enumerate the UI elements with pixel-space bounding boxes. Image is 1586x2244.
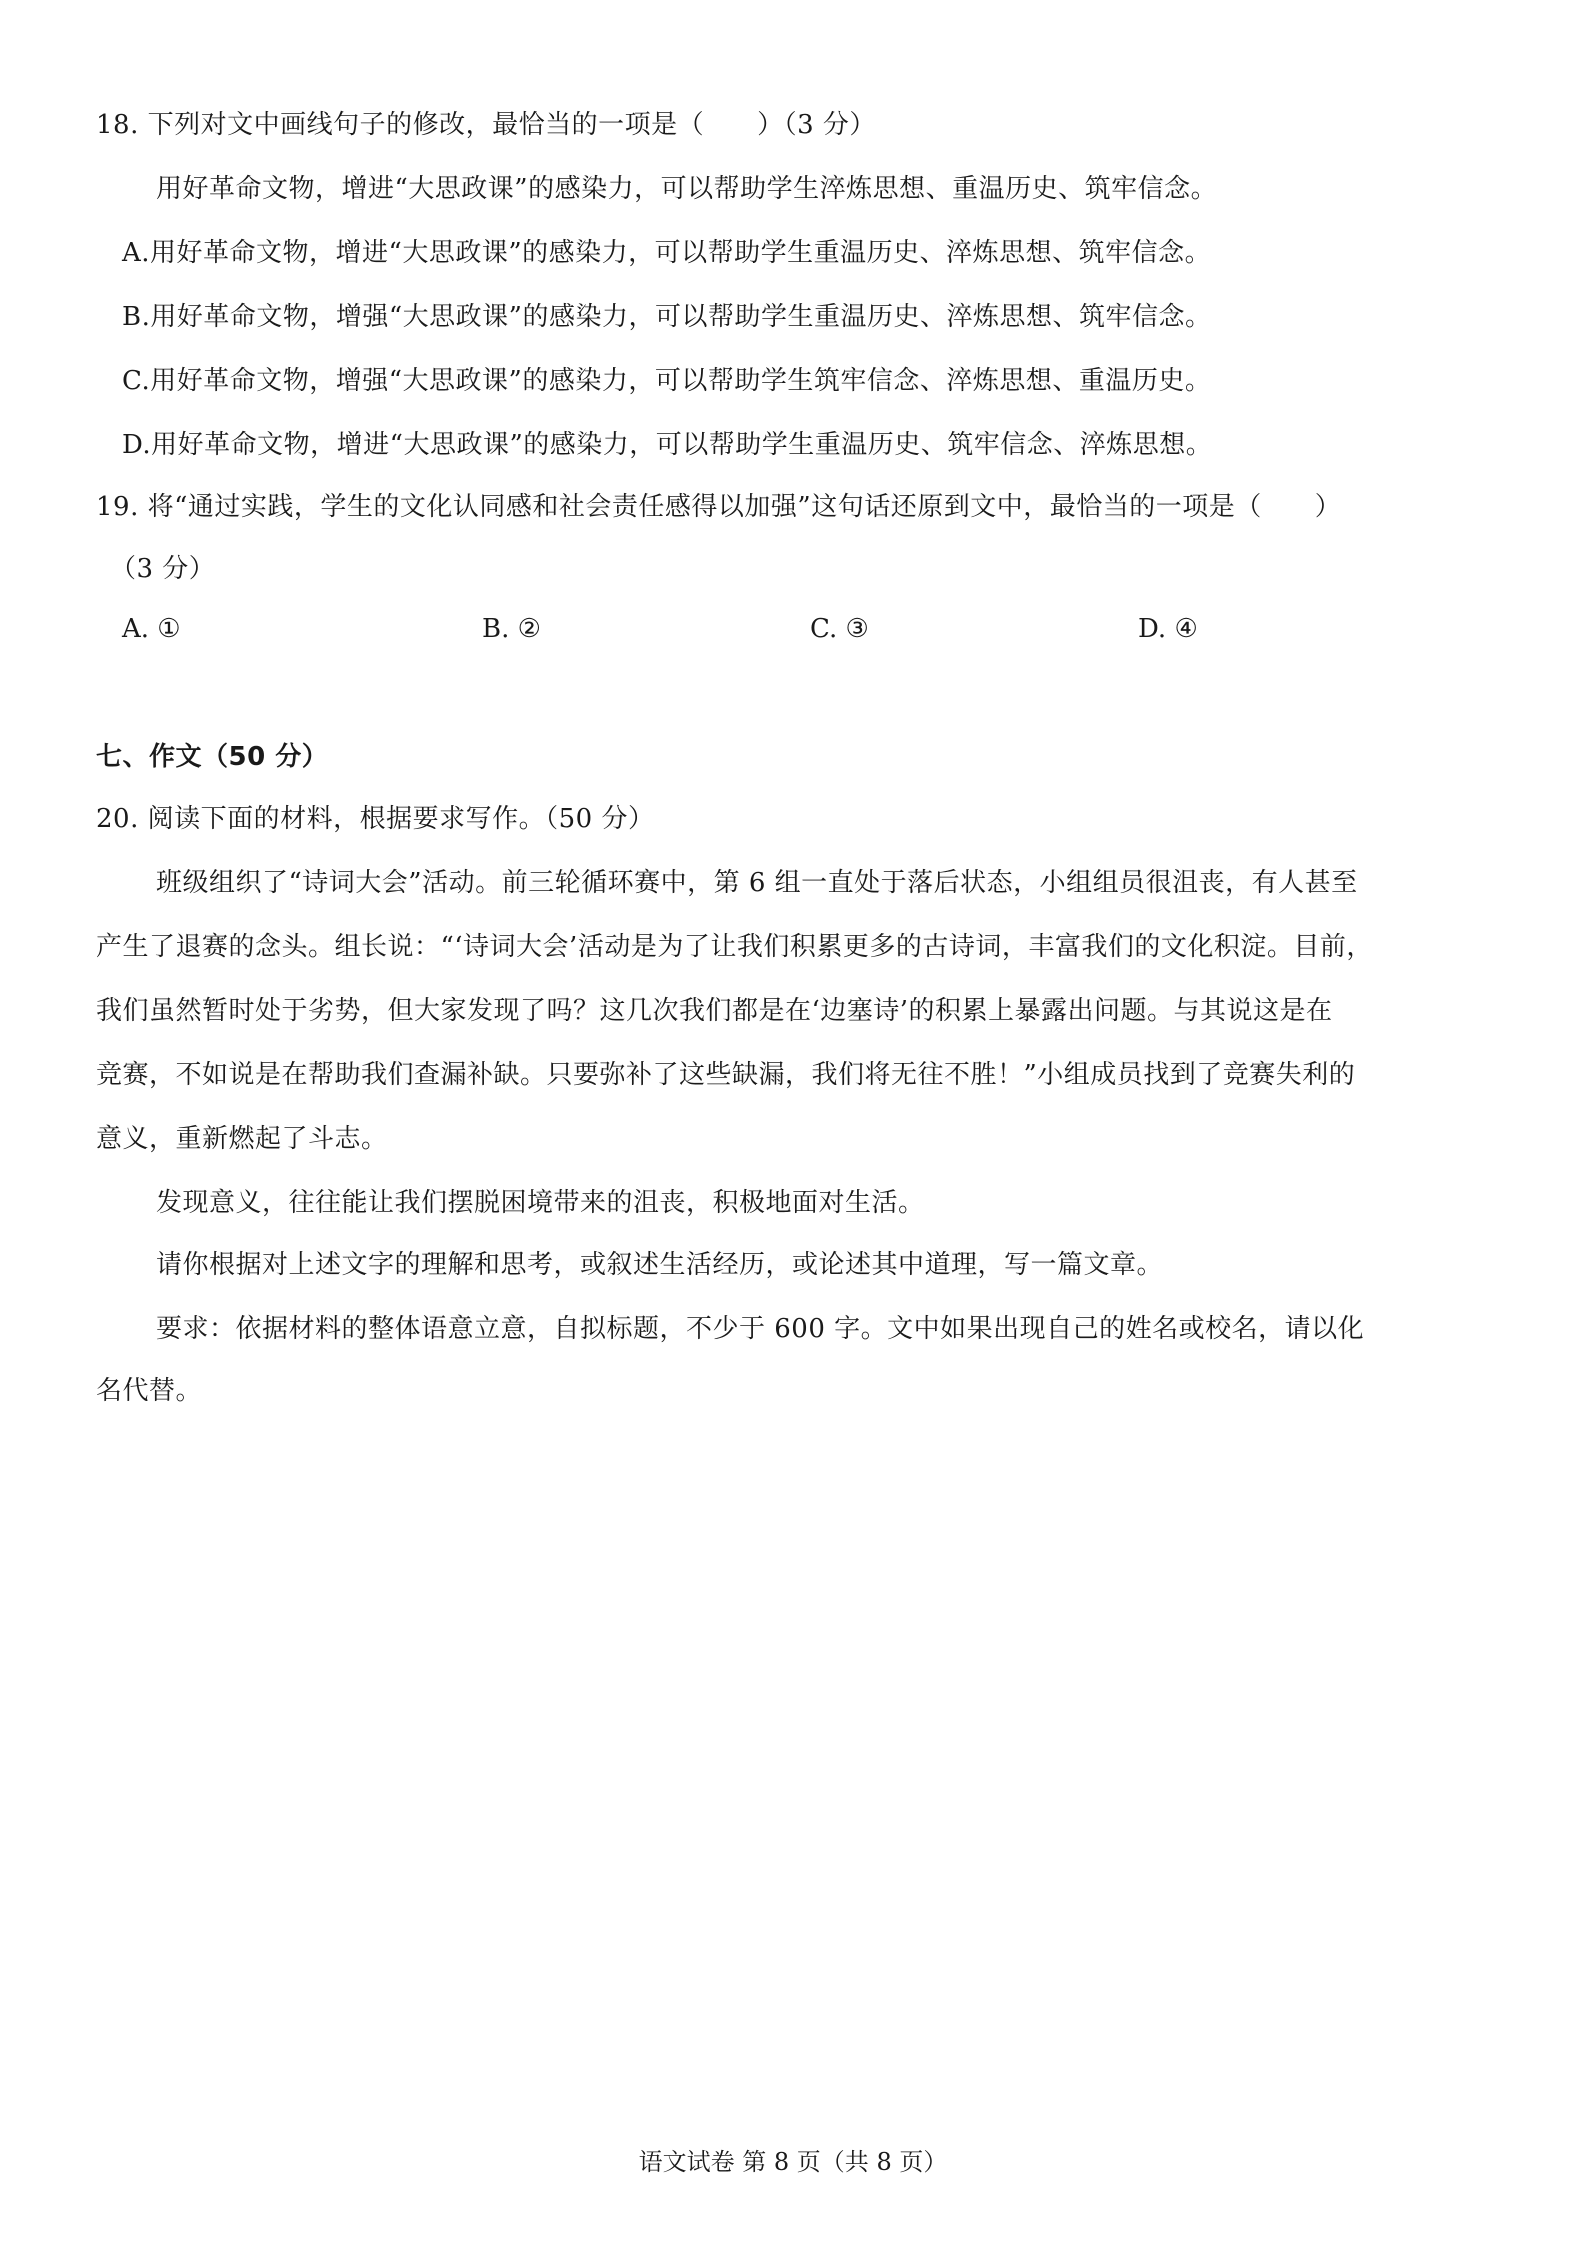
q20-material-line: 竞赛，不如说是在帮助我们查漏补缺。只要弥补了这些缺漏，我们将无往不胜！”小组成员找到了竞赛失利的: [96, 1060, 1356, 1090]
q20-material-line: 意义，重新燃起了斗志。: [96, 1124, 388, 1154]
q20-requirement: 要求：依据材料的整体语意立意，自拟标题，不少于 600 字。文中如果出现自己的姓名或校名，请以化: [156, 1314, 1365, 1344]
q19-score: （3 分）: [110, 554, 216, 584]
q18-stem: 18. 下列对文中画线句子的修改，最恰当的一项是（ ）（3 分）: [96, 110, 876, 140]
section-title-composition: 七、作文（50 分）: [96, 742, 329, 772]
q18-option-d: D.用好革命文物，增进“大思政课”的感染力，可以帮助学生重温历史、筑牢信念、淬炼思想。: [122, 430, 1213, 460]
q20-stem: 20. 阅读下面的材料，根据要求写作。（50 分）: [96, 804, 655, 834]
q19-options: [122, 612, 1222, 646]
q19-stem: 19. 将“通过实践，学生的文化认同感和社会责任感得以加强”这句话还原到文中，最恰当的一项是（ ）: [96, 492, 1342, 522]
q19-option-b: B. ②: [482, 614, 541, 644]
q20-material-line: 班级组织了“诗词大会”活动。前三轮循环赛中，第 6 组一直处于落后状态，小组组员很沮丧，有人甚至: [156, 868, 1358, 898]
q19-option-d: D. ④: [1138, 614, 1198, 644]
q19-option-a: A. ①: [122, 614, 181, 644]
q18-option-b: B.用好革命文物，增强“大思政课”的感染力，可以帮助学生重温历史、淬炼思想、筑牢信念。: [122, 302, 1212, 332]
q18-option-c: C.用好革命文物，增强“大思政课”的感染力，可以帮助学生筑牢信念、淬炼思想、重温历史。: [122, 366, 1212, 396]
q20-material-line: 我们虽然暂时处于劣势，但大家发现了吗？这几次我们都是在‘边塞诗’的积累上暴露出问题。与其说这是在: [96, 996, 1333, 1026]
page-footer: 语文试卷 第 8 页（共 8 页）: [638, 2148, 948, 2176]
q19-option-c: C. ③: [810, 614, 869, 644]
q20-requirement-cont: 名代替。: [96, 1376, 203, 1406]
q20-point: 发现意义，往往能让我们摆脱困境带来的沮丧，积极地面对生活。: [156, 1188, 925, 1218]
q18-underlined-sentence: 用好革命文物，增进“大思政课”的感染力，可以帮助学生淬炼思想、重温历史、筑牢信念。: [156, 174, 1218, 204]
q20-prompt: 请你根据对上述文字的理解和思考，或叙述生活经历，或论述其中道理，写一篇文章。: [156, 1250, 1164, 1280]
q18-option-a: A.用好革命文物，增进“大思政课”的感染力，可以帮助学生重温历史、淬炼思想、筑牢信念。: [122, 238, 1212, 268]
q20-material-line: 产生了退赛的念头。组长说：“‘诗词大会’活动是为了让我们积累更多的古诗词，丰富我们的文化积淀。目前，: [96, 932, 1373, 962]
